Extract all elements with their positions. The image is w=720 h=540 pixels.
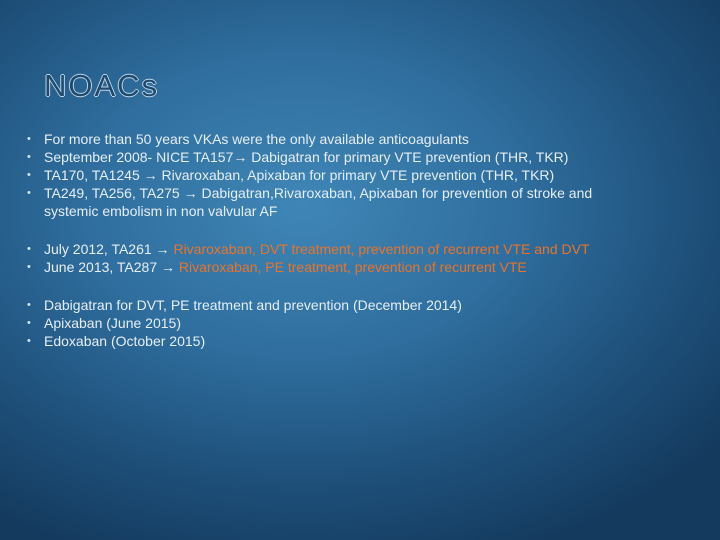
- bullet-text: Dabigatran for DVT, PE treatment and prevention (December 2014): [44, 297, 462, 313]
- bullet-icon: •: [27, 151, 31, 163]
- bullet-prefix: July 2012, TA261 →: [44, 241, 174, 257]
- bullet-item: [24, 314, 704, 332]
- bullet-icon: •: [27, 243, 31, 255]
- bullet-text-line2: systemic embolism in non valvular AF: [44, 203, 278, 219]
- bullet-group-history: [24, 130, 704, 220]
- bullet-item: [24, 130, 704, 148]
- bullet-item: [24, 166, 704, 184]
- bullet-item: [24, 240, 704, 258]
- bullet-group-recent: [24, 296, 704, 350]
- bullet-prefix: June 2013, TA287 →: [44, 259, 179, 275]
- bullet-item: [24, 332, 704, 350]
- bullet-item: [24, 296, 704, 314]
- bullet-icon: •: [27, 261, 31, 273]
- bullet-icon: •: [27, 187, 31, 199]
- slide-content: [24, 130, 704, 370]
- bullet-icon: •: [27, 317, 31, 329]
- slide-title: NOACs: [44, 68, 160, 103]
- bullet-text: Apixaban (June 2015): [44, 315, 181, 331]
- bullet-item: [24, 258, 704, 276]
- bullet-item: [24, 184, 704, 220]
- bullet-text: September 2008- NICE TA157→ Dabigatran for primary VTE prevention (THR, TKR): [44, 149, 569, 165]
- bullet-item: [24, 148, 704, 166]
- bullet-icon: •: [27, 335, 31, 347]
- bullet-text: TA170, TA1245 → Rivaroxaban, Apixaban for primary VTE prevention (THR, TKR): [44, 167, 555, 183]
- bullet-highlight: Rivaroxaban, PE treatment, prevention of recurrent VTE: [178, 259, 527, 275]
- bullet-text-line1: TA249, TA256, TA275 → Dabigatran,Rivaroxaban, Apixaban for prevention of stroke and: [44, 185, 593, 201]
- bullet-text: Edoxaban (October 2015): [44, 333, 206, 349]
- bullet-icon: •: [27, 169, 31, 181]
- bullet-icon: •: [27, 133, 31, 145]
- bullet-highlight: Rivaroxaban, DVT treatment, prevention of recurrent VTE and DVT: [173, 241, 590, 257]
- bullet-icon: •: [27, 299, 31, 311]
- bullet-text: For more than 50 years VKAs were the only available anticoagulants: [44, 131, 469, 147]
- bullet-group-treatment: [24, 240, 704, 276]
